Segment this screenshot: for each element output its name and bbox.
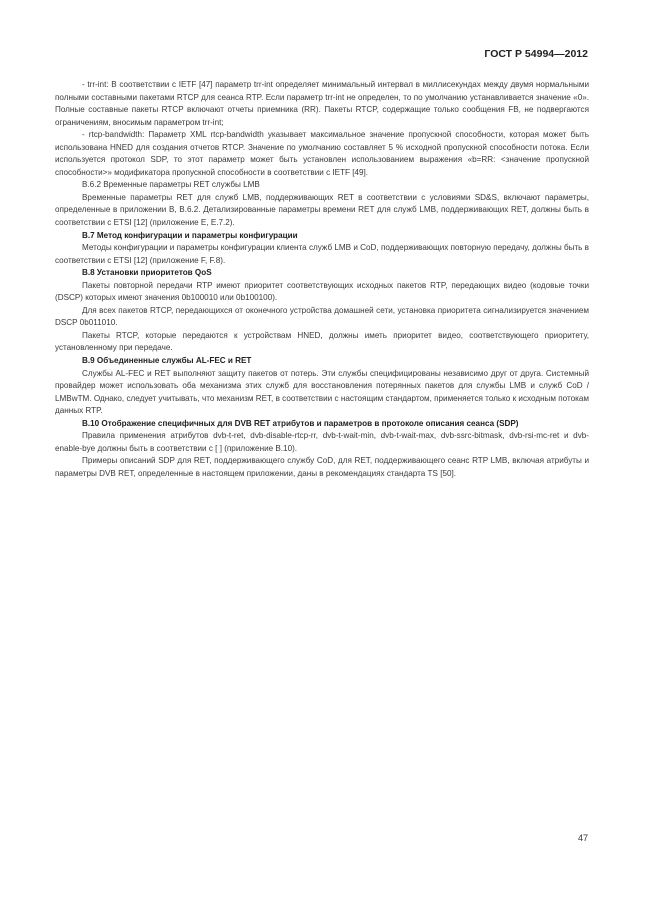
- paragraph: Методы конфигурации и параметры конфигурации клиента служб LMB и CoD, поддерживающих повторную передачу, должны быть в соответствии с ETSI [12] (приложение F, F.8).: [55, 243, 589, 265]
- subsection-title: В.6.2 Временные параметры RET службы LMB: [82, 180, 260, 190]
- section-heading: В.9 Объединенные службы AL-FEC и RET: [82, 356, 252, 366]
- paragraph: Временные параметры RET для служб LMB, поддерживающих RET в соответствии с условиями SD&S, включают параметры, определенные в приложении В, В.6.2. Детализированные параметры времени RET для служб LMB, поддерживающих RET, должны быть в соответствии с ETSI [12] (приложение Е, Е.7.2).: [55, 192, 589, 228]
- document-body: [55, 79, 589, 481]
- paragraph: Примеры описаний SDP для RET, поддерживающего службу CoD, для RET, поддерживающего сеанс RTP LMB, включая атрибуты и параметры DVB RET, определенные в настоящем приложении, даны в рекомендациях стандарта TS [50].: [55, 456, 589, 478]
- paragraph: Для всех пакетов RTCP, передающихся от оконечного устройства домашней сети, установка приоритета сигнализируется значением DSCP 0b011010.: [55, 305, 589, 328]
- document-id-header: ГОСТ Р 54994—2012: [484, 48, 588, 60]
- paragraph-trr-int: - trr-int: В соответствии с IETF [47] параметр trr-int определяет минимальный интервал в миллисекундах между двумя нормальными полными составными пакетами RTCP для сеанса RTP. Если параметр trr-int не определен, то по умолчанию устанавливается значение «0». Полные составные пакеты RTCP включают отчеты приемника (RR). Пакеты RTCP, содержащие только сообщения FB, не подвергаются ограничениям, вносимым параметром trr-int;: [55, 80, 589, 127]
- section-heading: В.7 Метод конфигурации и параметры конфигурации: [82, 230, 298, 240]
- paragraph-rtcp-bandwidth: - rtcp-bandwidth: Параметр XML rtcp-bandwidth указывает максимальное значение пропускной способности, которая может быть использована HNED для создания отчетов RTCP. Значение по умолчанию составляет 5 % исходной пропускной способности потока. Если используется протокол SDP, то этот параметр может быть установлен использованием выражения «b=RR: <значение пропускной способности>» модификатора пропускной способности в соответствии с IETF [49].: [55, 130, 589, 177]
- paragraph: Пакеты повторной передачи RTP имеют приоритет соответствующих исходных пакетов RTP, передающих видео (кодовые точки (DSCP) которых имеют значения 0b100010 или 0b100100).: [55, 280, 589, 303]
- paragraph: Службы AL-FEC и RET выполняют защиту пакетов от потерь. Эти службы специфицированы независимо друг от друга. Системный провайдер может использовать оба механизма этих служб для восстановления потерянных пакетов для службы LMB и служб CoD / LMBwTM. Однако, следует учитывать, что механизм RET, в соответствии с настоящим стандартом, применяется только к исходным потокам данных RTP.: [55, 368, 589, 416]
- section-heading: В.10 Отображение специфичных для DVB RET атрибутов и параметров в протоколе описания сеанса (SDP): [82, 418, 519, 428]
- paragraph: Пакеты RTCP, которые передаются к устройствам HNED, должны иметь приоритет видео, соответствующего приоритету, установленному при передаче.: [55, 330, 589, 353]
- paragraph: Правила применения атрибутов dvb-t-ret, dvb-disable-rtcp-rr, dvb-t-wait-min, dvb-t-wait-max, dvb-ssrc-bitmask, dvb-rsi-mc-ret и dvb-enable-byе должны быть в соответствии с [ ] (приложение В.10).: [55, 431, 589, 453]
- page-number: 47: [577, 833, 588, 843]
- section-heading: В.8 Установки приоритетов QoS: [82, 268, 212, 278]
